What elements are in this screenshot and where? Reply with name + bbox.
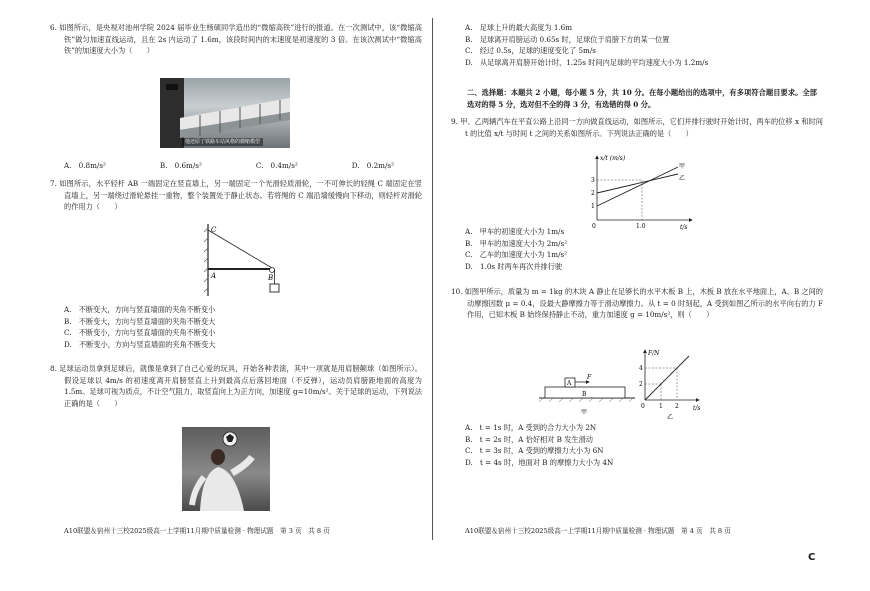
option-d[interactable]: D. 从足球离开肩膀开始计时，1.25s 时间内足球的平均速度大小为 1.2m/s bbox=[465, 57, 709, 67]
block-a-label: A bbox=[567, 380, 572, 387]
y-axis-label: x/t (m/s) bbox=[600, 155, 626, 162]
question-text: 如图所示，水平轻杆 AB 一端固定在竖直墙上，另一端固定一个光滑轻质滑轮，一不可伸长的轻绳 C 端固定在竖直墙上，另一端绕过滑轮悬挂一重物，整个装置处于静止状态。若将绳的 C 端沿墙缓慢向下移动，则轻杆对滑轮的作用力（ ） bbox=[59, 179, 422, 212]
label-c: C bbox=[211, 226, 217, 234]
question-number: 10. bbox=[451, 287, 463, 296]
question-7 bbox=[50, 178, 422, 213]
force-time-graph bbox=[631, 346, 711, 424]
miniature-train-photo bbox=[160, 78, 290, 148]
option-c[interactable]: C. 经过 0.5s，足球的速度变化了 5m/s bbox=[465, 46, 596, 56]
y-tick: 3 bbox=[591, 177, 595, 184]
question-6-options bbox=[64, 160, 394, 172]
question-9-options bbox=[465, 226, 765, 273]
question-text: 足球运动员拿到足球后，就像是拿到了自己心爱的玩具，开始各种表演，其中一项就是用肩膀颠球（如图所示）。假设足球以 4m/s 的初速度离开肩膀竖直上升到最高点后落回地面（不反弹），运动员肩膀距地面的高度为 1.5m。足球可视为质点，不计空气阻力，取竖直向上为正方向，加速度 g=10m/s²。关于足球的运动，下列说法正确的是（ ） bbox=[59, 364, 422, 408]
question-10 bbox=[451, 286, 823, 321]
line-label-yi: 乙 bbox=[679, 175, 686, 182]
photo-caption: 他还原了铁路车站风格的微缩模型 bbox=[182, 138, 263, 146]
force-label: F bbox=[587, 374, 592, 381]
question-8-options bbox=[465, 22, 825, 69]
option-b[interactable]: B. 0.6m/s² bbox=[159, 161, 202, 170]
y-axis-label: F/N bbox=[648, 350, 660, 357]
football-player-photo bbox=[182, 427, 270, 511]
option-a[interactable]: A. 甲车的初速度大小为 1m/s bbox=[465, 227, 565, 236]
y-tick: 2 bbox=[639, 381, 643, 388]
question-number: 6. bbox=[50, 23, 57, 32]
option-c[interactable]: C. t = 3s 时，A 受到的摩擦力大小为 6N bbox=[465, 446, 604, 456]
x-axis-label: t/s bbox=[680, 224, 688, 230]
footer-left: A10联盟＆宿州十三校2025级高一上学期11月期中质量检测 · 物理试题 第 3 页 共 8 页 bbox=[64, 527, 330, 535]
question-6 bbox=[50, 22, 422, 57]
option-c[interactable]: C. 乙车的加速度大小为 1m/s² bbox=[465, 250, 568, 260]
question-number: 8. bbox=[50, 364, 57, 373]
figure-a-caption: 甲 bbox=[581, 409, 588, 416]
x-tick: 1.0 bbox=[636, 223, 646, 230]
option-b[interactable]: B. 不断变大，方向与竖直墙面的夹角不断变大 bbox=[64, 316, 216, 326]
option-c[interactable]: C. 0.4m/s² bbox=[255, 161, 298, 170]
option-d[interactable]: D. t = 4s 时，地面对 B 的摩擦力大小为 4N bbox=[465, 457, 614, 467]
question-text: 如图甲所示，质量为 m = 1kg 的木块 A 静止在足够长的水平木板 B 上，木板 B 放在水平地面上，A、B 之间的动摩擦因数 μ = 0.4，设最大静摩擦力等于滑动摩擦力。从 t = 0 时刻起，A 受到如图乙所示的水平向右的力 F 作用，已知木板 B 始终保持静止不动，重力加速度 g = 10m/s²，则（ ） bbox=[464, 287, 823, 320]
figure-b-caption: 乙 bbox=[667, 414, 674, 421]
x-tick: 0 bbox=[592, 223, 596, 230]
x-axis-label: t/s bbox=[693, 405, 701, 412]
option-a[interactable]: A. 0.8m/s² bbox=[64, 161, 106, 170]
left-page bbox=[50, 0, 422, 560]
option-a[interactable]: A. t = 1s 时，A 受到的合力大小为 2N bbox=[465, 423, 597, 432]
question-number: 9. bbox=[451, 117, 458, 126]
option-a[interactable]: A. 足球上升的最大高度为 1.6m bbox=[465, 23, 573, 32]
option-c[interactable]: C. 不断变小，方向与竖直墙面的夹角不断变小 bbox=[64, 328, 216, 338]
question-number: 7. bbox=[50, 179, 57, 188]
question-8 bbox=[50, 363, 422, 410]
question-text: 甲、乙两辆汽车在平直公路上沿同一方向做直线运动，如图所示，它们并排行驶时开始计时，两车的位移 x 和时间 t 的比值 x/t 与时间 t 之间的关系如图所示。下列说法正确的是（ ） bbox=[460, 117, 823, 138]
x-tick: 0 bbox=[641, 403, 645, 410]
block-board-diagram bbox=[537, 370, 637, 420]
question-text: 如图所示，是央视对池州学院 2024 届毕业生杨硕同学造出的“微缩高铁”进行的报道。在一次测试中，该“微缩高铁”做匀加速直线运动，且在 2s 内运动了 1.6m，该段时间内的末速度是初速度的 3 倍。在该次测试中“微缩高铁”的加速度大小为（ ） bbox=[59, 23, 422, 56]
option-d[interactable]: D. 1.0s 时两车再次并排行驶 bbox=[465, 261, 563, 271]
right-page bbox=[445, 0, 825, 560]
xt-graph bbox=[580, 150, 705, 230]
x-tick: 1 bbox=[659, 403, 663, 410]
board-b-label: B bbox=[582, 391, 587, 398]
option-d[interactable]: D. 0.2m/s² bbox=[351, 161, 394, 170]
section-heading: 二、选择题：本题共 2 小题，每小题 5 分，共 10 分。在每小题给出的选项中，有多项符合题目要求。全部选对的得 5 分，选对但不全的得 3 分，有选错的得 0 分。 bbox=[467, 88, 817, 109]
corner-mark: C bbox=[808, 552, 816, 563]
question-9 bbox=[451, 116, 823, 139]
footer-right: A10联盟＆宿州十三校2025级高一上学期11月期中质量检测 · 物理试题 第 4 页 共 8 页 bbox=[465, 527, 731, 535]
option-b[interactable]: B. 甲车的加速度大小为 2m/s² bbox=[465, 238, 568, 248]
option-b[interactable]: B. t = 2s 时，A 恰好相对 B 发生滑动 bbox=[465, 434, 593, 444]
option-a[interactable]: A. 不断变大，方向与竖直墙面的夹角不断变小 bbox=[64, 305, 216, 314]
y-tick: 4 bbox=[639, 365, 643, 372]
question-10-options bbox=[465, 422, 765, 469]
y-tick: 1 bbox=[591, 203, 595, 210]
option-d[interactable]: D. 不断变小，方向与竖直墙面的夹角不断变大 bbox=[64, 339, 216, 349]
y-tick: 2 bbox=[591, 190, 595, 197]
question-7-options bbox=[64, 304, 422, 351]
page-divider bbox=[432, 18, 433, 540]
rod-pulley-diagram bbox=[198, 222, 288, 298]
line-label-jia: 甲 bbox=[679, 163, 686, 170]
x-tick: 2 bbox=[675, 403, 679, 410]
option-b[interactable]: B. 足球离开肩膀运动 0.65s 时，足球位于肩膀下方的某一位置 bbox=[465, 34, 670, 44]
label-a: A bbox=[211, 272, 217, 280]
label-b: B bbox=[268, 274, 274, 282]
